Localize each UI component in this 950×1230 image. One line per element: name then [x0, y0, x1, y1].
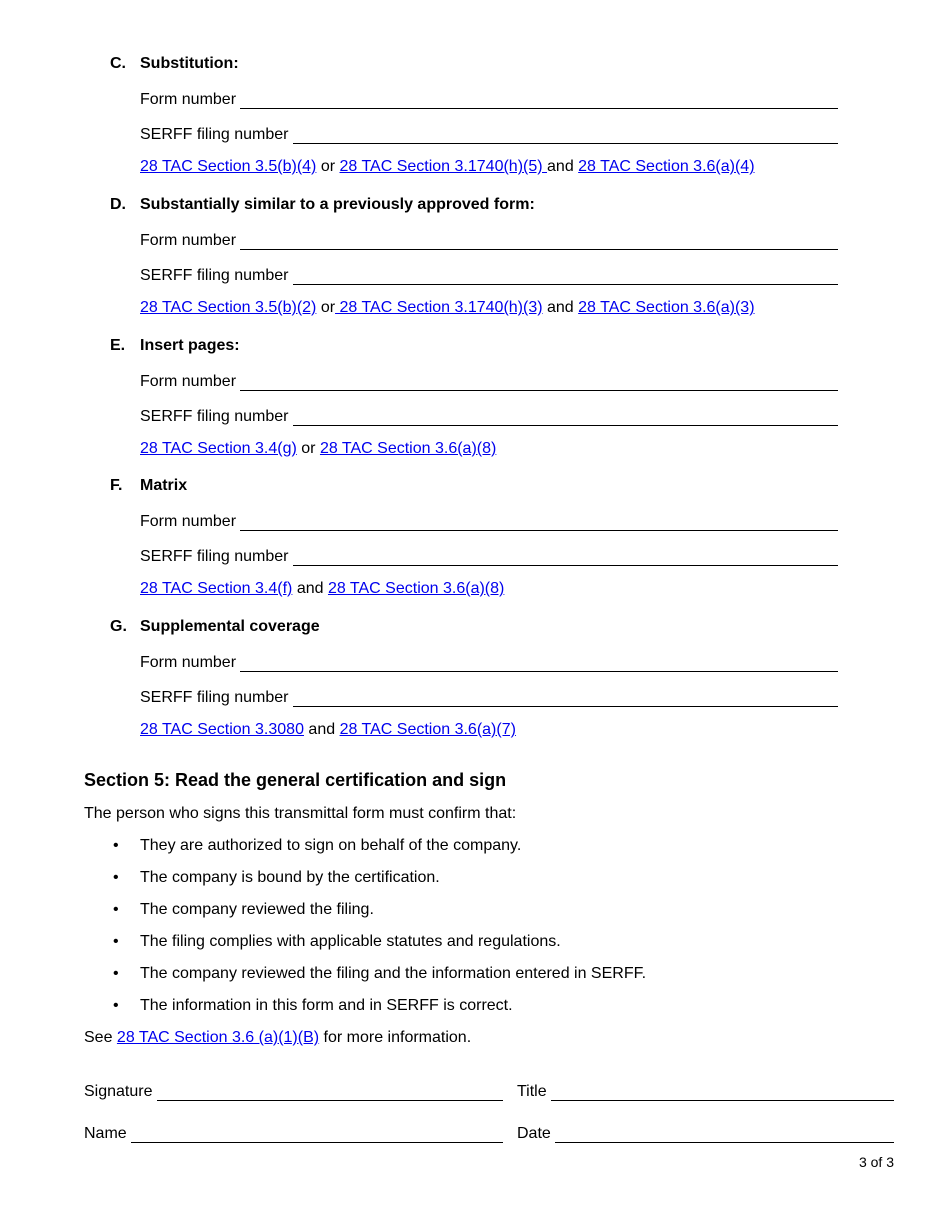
- item-letter: D.: [110, 196, 126, 213]
- rule-link[interactable]: 28 TAC Section 3.6(a)(8): [319, 440, 497, 457]
- serff-filing-number-line[interactable]: [293, 129, 839, 144]
- serff-filing-number-field[interactable]: [140, 685, 838, 707]
- item-title: Matrix: [140, 477, 188, 494]
- bullet-icon: •: [113, 997, 119, 1014]
- page-number: 3 of 3: [858, 1154, 894, 1170]
- rule-link[interactable]: 28 TAC Section 3.4(f): [140, 580, 293, 597]
- item-letter: G.: [110, 618, 127, 635]
- date-label: Date: [517, 1125, 551, 1142]
- bullet-icon: •: [113, 933, 119, 950]
- form-number-line[interactable]: [240, 235, 838, 250]
- date-line[interactable]: [555, 1128, 894, 1143]
- certification-list: [84, 837, 646, 1029]
- item-letter: E.: [110, 337, 126, 354]
- see-more-info: [84, 1029, 471, 1047]
- connector-text: and: [292, 580, 328, 597]
- bullet-icon: •: [113, 869, 119, 886]
- signature-line[interactable]: [157, 1086, 504, 1101]
- list-item-text: The filing complies with applicable statutes and regulations.: [140, 933, 561, 950]
- serff-filing-number-field[interactable]: [140, 122, 838, 144]
- list-item: [84, 837, 646, 869]
- serff-filing-number-field[interactable]: [140, 404, 838, 426]
- serff-filing-number-label: SERFF filing number: [140, 548, 289, 565]
- rule-link[interactable]: 28 TAC Section 3.4(g): [140, 440, 297, 457]
- see-prefix: See: [84, 1029, 117, 1046]
- rule-link[interactable]: 28 TAC Section 3.5(b)(2): [140, 299, 317, 316]
- name-field[interactable]: [84, 1121, 503, 1143]
- item-c: [110, 55, 840, 175]
- rule-link[interactable]: 28 TAC Section 3.3080: [140, 721, 304, 738]
- rule-link[interactable]: 28 TAC Section 3.1740(h)(5): [339, 158, 548, 175]
- serff-filing-number-line[interactable]: [293, 551, 839, 566]
- item-title: Substitution:: [140, 55, 239, 72]
- bullet-icon: •: [113, 965, 119, 982]
- list-item-text: The company is bound by the certification.: [140, 869, 440, 886]
- serff-filing-number-line[interactable]: [293, 270, 839, 285]
- rule-references: [140, 721, 516, 739]
- title-line[interactable]: [551, 1086, 894, 1101]
- rule-references: [140, 440, 496, 458]
- rule-references: [140, 158, 755, 176]
- date-field[interactable]: [517, 1121, 894, 1143]
- form-number-field[interactable]: [140, 369, 838, 391]
- serff-filing-number-label: SERFF filing number: [140, 689, 289, 706]
- connector-text: and: [547, 158, 579, 175]
- item-letter: C.: [110, 55, 126, 72]
- form-number-field[interactable]: [140, 509, 838, 531]
- rule-link[interactable]: 28 TAC Section 3.6(a)(3): [578, 299, 755, 316]
- serff-filing-number-field[interactable]: [140, 544, 838, 566]
- form-number-line[interactable]: [240, 516, 838, 531]
- rule-references: [140, 299, 755, 317]
- list-item-text: The company reviewed the filing.: [140, 901, 374, 918]
- connector-text: or: [316, 158, 340, 175]
- certification-rule-link[interactable]: 28 TAC Section 3.6 (a)(1)(B): [116, 1029, 320, 1046]
- serff-filing-number-label: SERFF filing number: [140, 408, 289, 425]
- rule-link[interactable]: 28 TAC Section 3.6(a)(4): [578, 158, 755, 175]
- list-item: [84, 965, 646, 997]
- serff-filing-number-line[interactable]: [293, 692, 839, 707]
- rule-link[interactable]: 28 TAC Section 3.6(a)(7): [339, 721, 516, 738]
- rule-link[interactable]: 28 TAC Section 3.6(a)(8): [327, 580, 505, 597]
- serff-filing-number-label: SERFF filing number: [140, 267, 289, 284]
- item-letter: F.: [110, 477, 123, 494]
- list-item-text: They are authorized to sign on behalf of the company.: [140, 837, 522, 854]
- list-item-text: The company reviewed the filing and the information entered in SERFF.: [140, 965, 647, 982]
- bullet-icon: •: [113, 837, 119, 854]
- section-5-heading: Section 5: Read the general certification and sign: [84, 770, 507, 790]
- name-label: Name: [84, 1125, 127, 1142]
- signature-field[interactable]: [84, 1079, 503, 1101]
- connector-text: and: [303, 721, 340, 738]
- list-item-text: The information in this form and in SERFF is correct.: [140, 997, 513, 1014]
- form-number-field[interactable]: [140, 87, 838, 109]
- item-d: [110, 196, 840, 316]
- form-number-label: Form number: [140, 232, 237, 249]
- rule-link[interactable]: 28 TAC Section 3.1740(h)(3): [335, 299, 543, 316]
- title-label: Title: [517, 1083, 547, 1100]
- rule-references: [140, 580, 504, 598]
- name-line[interactable]: [131, 1128, 503, 1143]
- form-number-label: Form number: [140, 373, 237, 390]
- item-title: Substantially similar to a previously approved form:: [140, 196, 535, 213]
- list-item: [84, 997, 646, 1029]
- list-item: [84, 901, 646, 933]
- signature-label: Signature: [84, 1083, 153, 1100]
- rule-link[interactable]: 28 TAC Section 3.5(b)(4): [140, 158, 317, 175]
- form-number-label: Form number: [140, 654, 237, 671]
- item-g: [110, 618, 840, 738]
- list-item: [84, 933, 646, 965]
- form-number-line[interactable]: [240, 94, 838, 109]
- connector-text: or: [296, 440, 320, 457]
- form-number-field[interactable]: [140, 650, 838, 672]
- connector-text: or: [316, 299, 336, 316]
- item-title: Insert pages:: [140, 337, 240, 354]
- form-number-field[interactable]: [140, 228, 838, 250]
- form-number-line[interactable]: [240, 657, 838, 672]
- serff-filing-number-field[interactable]: [140, 263, 838, 285]
- title-field[interactable]: [517, 1079, 894, 1101]
- see-suffix: for more information.: [319, 1029, 472, 1046]
- form-number-line[interactable]: [240, 376, 838, 391]
- list-item: [84, 869, 646, 901]
- form-number-label: Form number: [140, 513, 237, 530]
- serff-filing-number-line[interactable]: [293, 411, 839, 426]
- serff-filing-number-label: SERFF filing number: [140, 126, 289, 143]
- certification-intro: The person who signs this transmittal form must confirm that:: [84, 805, 517, 822]
- bullet-icon: •: [113, 901, 119, 918]
- form-number-label: Form number: [140, 91, 237, 108]
- connector-text: and: [542, 299, 579, 316]
- item-title: Supplemental coverage: [140, 618, 320, 635]
- item-f: [110, 477, 840, 597]
- item-e: [110, 337, 840, 457]
